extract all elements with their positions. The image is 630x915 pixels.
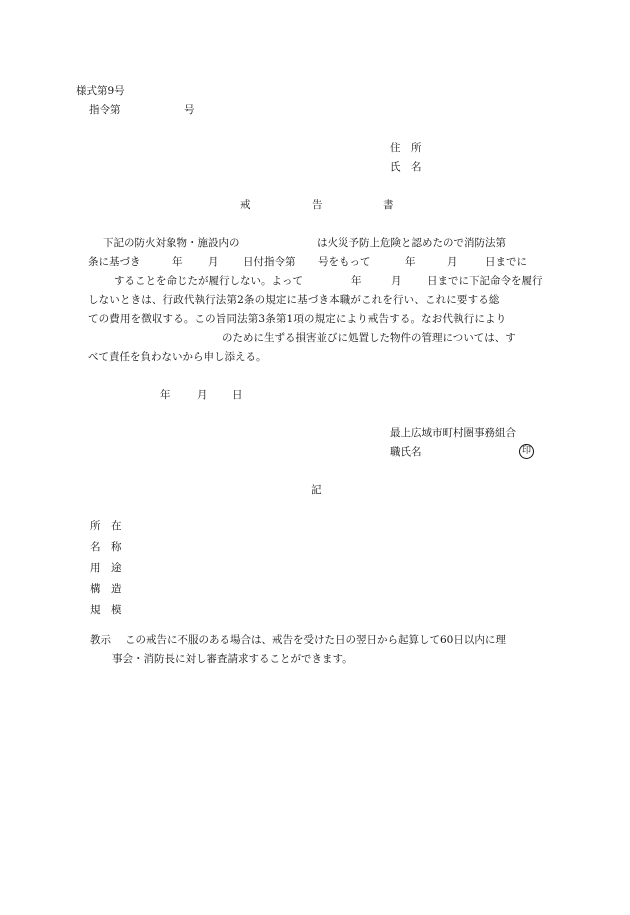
body-line-1b: は火災予防上危険と認めたので消防法第 [317,237,506,249]
name-label: 氏 名 [390,161,422,173]
address-label: 住 所 [390,142,422,154]
body-line-3c: 月 [391,275,402,287]
date-day: 日 [232,389,243,401]
body-line-4: しないときは、行政代執行法第2条の規定に基づき本職がこれを行い、これに要する総 [88,294,500,306]
ki-heading: 記 [311,484,322,496]
detail-location: 所 在 [90,520,122,532]
title-char-1: 戒 [240,199,251,211]
body-line-2e: 号をもって [318,256,371,268]
form-number: 様式第9号 [76,85,125,97]
body-line-3a: することを命じたが履行しない。よって [114,275,303,287]
issuer-title: 職氏名 [390,446,422,458]
body-line-2c: 月 [208,256,219,268]
detail-list [90,521,122,626]
detail-use: 用 途 [90,562,122,574]
detail-name: 名 称 [90,541,122,553]
seal-mark: 印 [519,444,534,459]
body-line-2h: 日までに [485,256,527,268]
body-line-3d: 日までに下記命令を履行 [427,275,543,287]
body-line-3b: 年 [351,275,362,287]
body-line-7: べて責任を負わないから申し添える。 [88,351,267,363]
body-line-2g: 月 [447,256,458,268]
title-char-2: 告 [312,199,323,211]
notice-line-2: 事会・消防長に対し審査請求することができます。 [112,653,353,665]
body-line-2d: 日付指令第 [243,256,296,268]
notice-label: 教示 [90,634,111,646]
date-year: 年 [160,389,171,401]
directive-suffix: 号 [184,104,195,116]
body-line-2f: 年 [405,256,416,268]
issuer-org: 最上広域市町村圏事務組合 [390,427,516,439]
body-line-5: ての費用を徴収する。この旨同法第3条第1項の規定により戒告する。なお代執行により [88,313,507,325]
body-line-2b: 年 [172,256,183,268]
notice-line-1: この戒告に不服のある場合は、戒告を受けた日の翌日から起算して60日以内に理 [125,634,506,646]
directive-prefix: 指令第 [89,104,121,116]
date-month: 月 [197,389,208,401]
body-line-1a: 下記の防火対象物・施設内の [103,237,240,249]
body-line-6: のために生ずる損害並びに処置した物件の管理については、す [222,332,516,344]
title-char-3: 書 [383,199,394,211]
body-line-2a: 条に基づき [88,256,141,268]
detail-scale: 規 模 [90,604,122,616]
detail-structure: 構 造 [90,583,122,595]
